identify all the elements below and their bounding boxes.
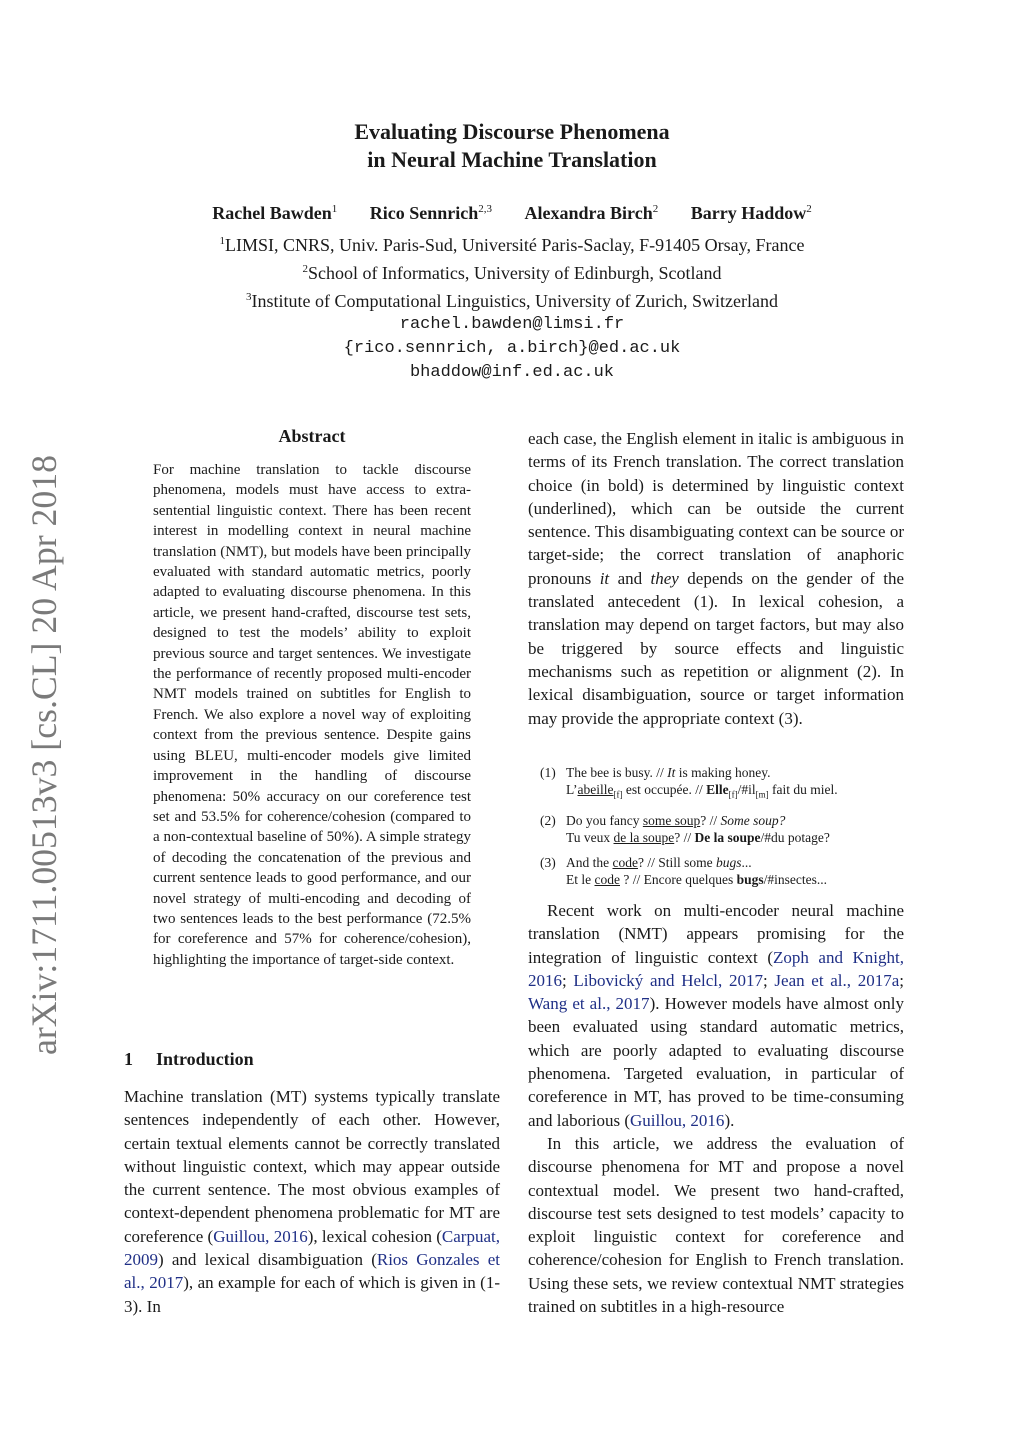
example-1: (1) The bee is busy. // It is making honey. L’abeille$_{[f]}$ est occupée. // $Elle_{[f]}/\#il_{[m]}$ fait du miel.	[540, 764, 904, 804]
intro-paragraph-1: Machine translation (MT) systems typically translate sentences independently of each other. However, certain textual elements cannot be correctly translated without linguistic context, which may appear outside the current sentence. The most obvious examples of context-dependent phenomena problematic for MT are coreference (Guillou, 2016), lexical cohesion (Carpuat, 2009) and lexical disambiguation (Rios Gonzales et al., 2017), an example for each of which is given in (1-3). In	[124, 1087, 501, 1316]
example-list	[540, 764, 904, 896]
citation-libovicky-helcl-2017[interactable]: Libovický and Helcl, 2017	[573, 970, 763, 990]
affiliation-3: $^3$Institute of Computational Linguistics, University of Zurich, Switzerland	[246, 291, 778, 311]
section-heading-introduction	[124, 1049, 500, 1070]
example-3: (3) And the code? // Still some bugs... Et le code ? // Encore quelques bugs/#insectes...	[540, 854, 827, 887]
author-4: Barry Haddow$^2$	[690, 203, 812, 223]
email-2: {rico.sennrich, a.birch}@ed.ac.uk	[343, 339, 681, 358]
example-2: (2) Do you fancy some soup? // Some soup? Tu veux de la soupe? // De la soupe/#du potage?	[540, 812, 830, 845]
author-1: Rachel Bawden$^1$	[212, 203, 338, 223]
citation-jean-2017a[interactable]: Jean et al., 2017a	[774, 970, 900, 990]
email-3: bhaddow@inf.ed.ac.uk	[409, 363, 615, 382]
abstract-heading: Abstract	[278, 426, 346, 446]
example-3-source: And the code? // Still some bugs...	[566, 854, 752, 870]
affiliation-2: $^2$School of Informatics, University of Edinburgh, Scotland	[302, 263, 722, 283]
right-paragraph-1: each case, the English element in italic is ambiguous in terms of its French translation. The correct translation choice (in bold) is determined by linguistic context (underlined), which can be outside the current sentence. This disambiguating context can be source or target-side; the correct translation of anaphoric pronouns it and they depends on the gender of the translated antecedent (1). In lexical cohesion, a translation may depend on target factors, but may also be triggered by source effects and linguistic mechanisms such as repetition or alignment (2). In lexical disambiguation, source or target information may provide the appropriate context (3).	[528, 429, 904, 728]
citation-guillou-2016[interactable]: Guillou, 2016	[213, 1226, 308, 1246]
example-1-source: The bee is busy. // It is making honey.	[566, 765, 771, 780]
citation-rios-gonzales-2017[interactable]: Rios Gonzales et al., 2017	[124, 1250, 501, 1293]
paper-title	[0, 118, 1024, 174]
section-number: 1	[124, 1049, 133, 1069]
affiliations	[0, 229, 1024, 385]
arxiv-sidebar-svg	[20, 450, 68, 1060]
title-line-1: Evaluating Discourse Phenomena	[354, 119, 670, 144]
section-title: Introduction	[156, 1049, 254, 1069]
citation-guillou-2016-b[interactable]: Guillou, 2016	[629, 1110, 725, 1130]
citation-wang-2017[interactable]: Wang et al., 2017	[528, 994, 650, 1014]
right-paragraph-2: Recent work on multi-encoder neural machine translation (NMT) appears promising for the integration of linguistic context (Zoph and Knight, 2016; Libovický and Helcl, 2017; Jean et al., 2017a; Wang et al., 2017). However models have almost only been evaluated using standard automatic metrics, which are poorly adapted to evaluating discourse phenomena. Targeted evaluation, in particular of coreference in MT, has proved to be time-consuming and laborious (Guillou, 2016).	[528, 901, 905, 1130]
example-3-target: Et le code ? // Encore quelques bugs/#insectes...	[566, 871, 827, 887]
title-line-2: in Neural Machine Translation	[367, 147, 657, 172]
abstract-text: For machine translation to tackle discourse phenomena, models must have access to extra-sentential linguistic context. There has been recent interest in modelling context in neural machine translation (NMT), but models have been principally evaluated with standard automatic metrics, poorly adapted to evaluating discourse phenomena. In this article, we present hand-crafted, discourse test sets, designed to test the models’ ability to exploit previous source and target sentences. We investigate the performance of recently proposed multi-encoder NMT models trained on subtitles for English to French. We also explore a novel way of exploiting context from the previous sentence. Despite gains using BLEU, multi-encoder models give limited improvement in the handling of discourse phenomena: 50% accuracy on our coreference test set and 53.5% for coherence/cohesion (compared to a non-contextual baseline of 50%). A simple strategy of decoding the concatenation of the previous and current sentence leads to good performance, and our novel strategy of multi-encoding and decoding of two sentences leads to the best performance (72.5% for coreference and 57% for coherence/cohesion), highlighting the importance of target-side context.	[153, 462, 471, 968]
author-list	[0, 203, 1024, 224]
citation-carpuat-2009[interactable]: Carpuat, 2009	[124, 1226, 500, 1270]
arxiv-identifier: arXiv:1711.00513v3 [cs.CL] 20 Apr 2018	[24, 450, 64, 1055]
right-paragraph-3: In this article, we address the evaluation of discourse phenomena for MT and propose a novel contextual model. We present two hand-crafted, discourse test sets designed to test models’ capacity to exploit linguistic context for coreference and coherence/cohesion for English to French translation. Using these sets, we review contextual NMT strategies trained on subtitles in a high-resource	[528, 1134, 904, 1317]
example-2-source: Do you fancy some soup? // Some soup?	[566, 812, 786, 828]
example-2-target: Tu veux de la soupe? // De la soupe/#du potage?	[566, 829, 830, 845]
email-1: rachel.bawden@limsi.fr	[399, 315, 625, 334]
author-2: Rico Sennrich$^{2,3}$	[369, 203, 493, 223]
affiliation-1: $^1$LIMSI, CNRS, Univ. Paris-Sud, Université Paris-Saclay, F-91405 Orsay, France	[219, 235, 805, 255]
citation-zoph-knight-2016[interactable]: Zoph and Knight, 2016	[528, 947, 905, 990]
author-3: Alexandra Birch$^2$	[524, 203, 659, 223]
example-1-target: L’abeille$_{[f]}$ est occupée. // $Elle_{[f]}/\#il_{[m]}$ fait du miel.	[566, 782, 838, 800]
arxiv-sidebar	[20, 450, 68, 1060]
